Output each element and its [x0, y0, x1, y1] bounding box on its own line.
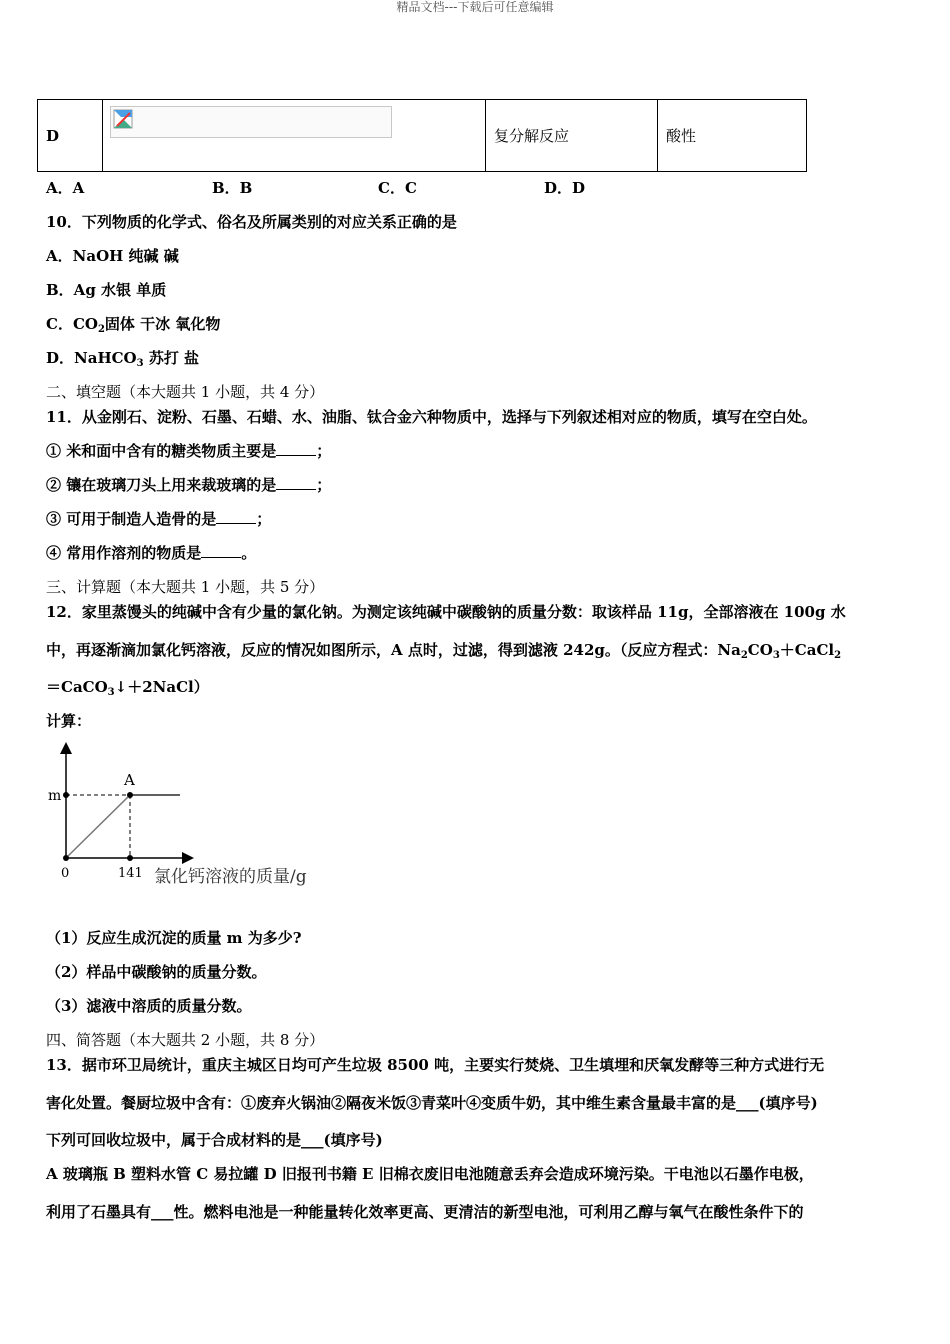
q11-item-3: ③ 可用于制造人造骨的是 ；: [46, 510, 272, 528]
precipitate-chart: [48, 740, 338, 900]
point-a: [127, 792, 133, 798]
q13-line-5: 利用了石墨具有___性。燃料电池是一种能量转化效率更高、更清洁的新型电池，可利用乙醇与氧气在酸性条件下的: [46, 1203, 804, 1221]
page-header: 精品文档---下载后可任意编辑: [396, 0, 554, 14]
q12-sub-1: （1）反应生成沉淀的质量 m 为多少?: [46, 929, 302, 947]
option-b: B．B: [212, 179, 253, 197]
property: 酸性: [658, 100, 807, 172]
q12-line-1: 12．家里蒸馒头的纯碱中含有少量的氯化钠。为测定该纯碱中碳酸钠的质量分数：取该样品 11g，全部溶液在 100g 水: [46, 603, 846, 621]
broken-image-icon: [110, 106, 392, 138]
q13-line-4: A 玻璃瓶 B 塑料水管 C 易拉罐 D 旧报刊书籍 E 旧棉衣废旧电池随意丢弃会造成环境污染。干电池以石墨作电极，: [46, 1165, 814, 1183]
section-4-title: 四、简答题（本大题共 2 小题，共 8 分）: [46, 1031, 325, 1049]
q13-line-1: 13．据市环卫局统计，重庆主城区日均可产生垃圾 8500 吨，主要实行焚烧、卫生填埋和厌氧发酵等三种方式进行无: [46, 1056, 825, 1074]
q11-item-1: ① 米和面中含有的糖类物质主要是 ；: [46, 442, 332, 460]
q12-line-2: 中，再逐渐滴加氯化钙溶液，反应的情况如图所示，A 点时，过滤，得到滤液 242g。（反应方程式：$Na_2CO_3+CaCl_2$: [46, 641, 842, 661]
label-m: m: [48, 788, 62, 804]
q10-stem: 10．下列物质的化学式、俗名及所属类别的对应关系正确的是: [46, 213, 457, 231]
q13-line-3: 下列可回收垃圾中，属于合成材料的是___(填序号): [46, 1131, 383, 1149]
q11-item-4: ④ 常用作溶剂的物质是 。: [46, 544, 257, 562]
label-a: A: [124, 771, 135, 789]
q9-options: [46, 177, 710, 198]
option-c: C．C: [378, 179, 417, 197]
section-3-title: 三、计算题（本大题共 1 小题，共 5 分）: [46, 578, 325, 596]
table-row: [38, 100, 807, 172]
q12-line-3: ＝CaCO$_3$↓＋2NaCl）: [46, 678, 209, 698]
q12-calc-label: 计算：: [46, 712, 92, 730]
q10-option-c: C．$CO_2$固体 干冰 氧化物: [46, 315, 221, 335]
series-line-rise: [66, 795, 130, 858]
q11-stem: 11．从金刚石、淀粉、石墨、石蜡、水、油脂、钛合金六种物质中，选择与下列叙述相对应的物质，填写在空白处。: [46, 408, 817, 426]
image-cell: [103, 100, 486, 172]
q12-sub-2: （2）样品中碳酸钠的质量分数。: [46, 963, 267, 981]
q11-item-2: ② 镶在玻璃刀头上用来裁玻璃的是 ；: [46, 476, 332, 494]
section-2-title: 二、填空题（本大题共 1 小题，共 4 分）: [46, 383, 325, 401]
point-141: [127, 855, 133, 861]
x-axis-label: 氯化钙溶液的质量/g: [154, 867, 307, 887]
option-table: [37, 99, 807, 172]
row-label: D: [38, 100, 103, 172]
point-m: [63, 792, 69, 798]
q10-option-b: B．Ag 水银 单质: [46, 281, 167, 299]
point-origin: [63, 855, 69, 861]
option-a: A．A: [46, 179, 85, 197]
q10-option-d: D．NaHCO$_3$ 苏打 盐: [46, 349, 200, 369]
label-origin: 0: [61, 866, 70, 881]
q10-option-a: A．NaOH 纯碱 碱: [46, 247, 179, 265]
q12-sub-3: （3）滤液中溶质的质量分数。: [46, 997, 252, 1015]
q13-line-2: 害化处置。餐厨垃圾中含有：①废弃火锅油②隔夜米饭③青菜叶④变质牛奶，其中维生素含量最丰富的是___(填序号): [46, 1094, 818, 1112]
reaction-type: 复分解反应: [486, 100, 658, 172]
option-d: D．D: [544, 179, 586, 197]
label-141: 141: [118, 866, 143, 881]
